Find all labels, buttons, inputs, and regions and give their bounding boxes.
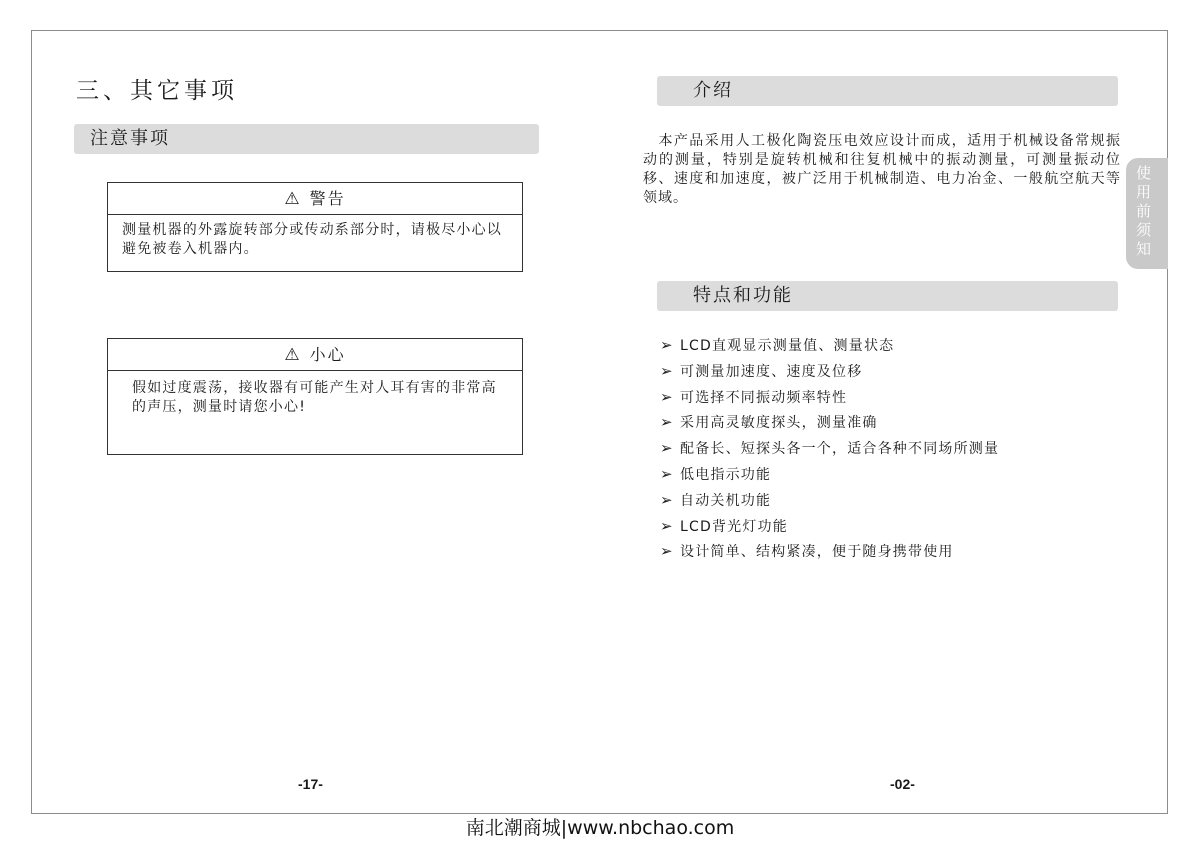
warning-triangle-icon: ⚠ [284,345,302,365]
page-number-left: -17- [298,776,323,792]
feature-text: 低电指示功能 [680,466,772,483]
list-item [660,515,999,541]
page-number-right: -02- [890,776,915,792]
side-tab-label: 使用前须知 [1136,164,1152,258]
feature-text: 可测量加速度、速度及位移 [680,363,863,380]
arrow-bullet-icon: ➢ [660,516,674,535]
arrow-bullet-icon: ➢ [660,413,674,432]
warning-triangle-icon: ⚠ [284,189,302,209]
intro-text: 本产品采用人工极化陶瓷压电效应设计而成，适用于机械设备常规振动的测量，特别是旋转机械和往复机械中的振动测量，可测量振动位移、速度和加速度，被广泛用于机械制造、电力冶金、一般航空航天等领域。 [643,133,1122,206]
caution-text: 假如过度震荡，接收器有可能产生对人耳有害的非常高的声压，测量时请您小心! [132,380,497,415]
page-title: 三、其它事项 [76,78,238,104]
list-item [660,360,999,386]
list-item [660,437,999,463]
feature-text: 自动关机功能 [680,492,772,509]
arrow-bullet-icon: ➢ [660,387,674,406]
caution-heading: 小心 [309,345,346,364]
arrow-bullet-icon: ➢ [660,464,674,483]
section-bar-features: 特点和功能 [657,281,1118,311]
feature-text: 配备长、短探头各一个，适合各种不同场所测量 [680,441,1000,458]
list-item [660,463,999,489]
feature-text: LCD直观显示测量值、测量状态 [680,338,895,354]
list-item [660,411,999,437]
intro-paragraph [643,132,1121,208]
list-item [660,489,999,515]
warning-text: 测量机器的外露旋转部分或传动系部分时，请极尽小心以避免被卷入机器内。 [122,222,502,257]
arrow-bullet-icon: ➢ [660,542,674,561]
list-item [660,334,999,360]
side-tab [1126,158,1168,269]
feature-text: 采用高灵敏度探头，测量准确 [680,415,878,432]
arrow-bullet-icon: ➢ [660,336,674,354]
footer-watermark: 南北潮商城|www.nbchao.com [465,817,735,839]
feature-text: 可选择不同振动频率特性 [680,389,848,406]
arrow-bullet-icon: ➢ [660,361,674,380]
feature-text: 设计简单、结构紧凑，便于随身携带使用 [680,544,954,561]
caution-header [108,339,522,371]
feature-list [660,334,999,566]
caution-box [107,338,523,455]
section-bar-notice: 注意事项 [74,124,539,154]
list-item [660,386,999,412]
arrow-bullet-icon: ➢ [660,490,674,509]
list-item [660,540,999,566]
warning-box [107,182,523,272]
feature-text: LCD背光灯功能 [680,518,788,535]
section-bar-intro: 介绍 [657,76,1118,106]
warning-header [108,183,522,215]
arrow-bullet-icon: ➢ [660,439,674,458]
warning-heading: 警告 [309,189,346,208]
